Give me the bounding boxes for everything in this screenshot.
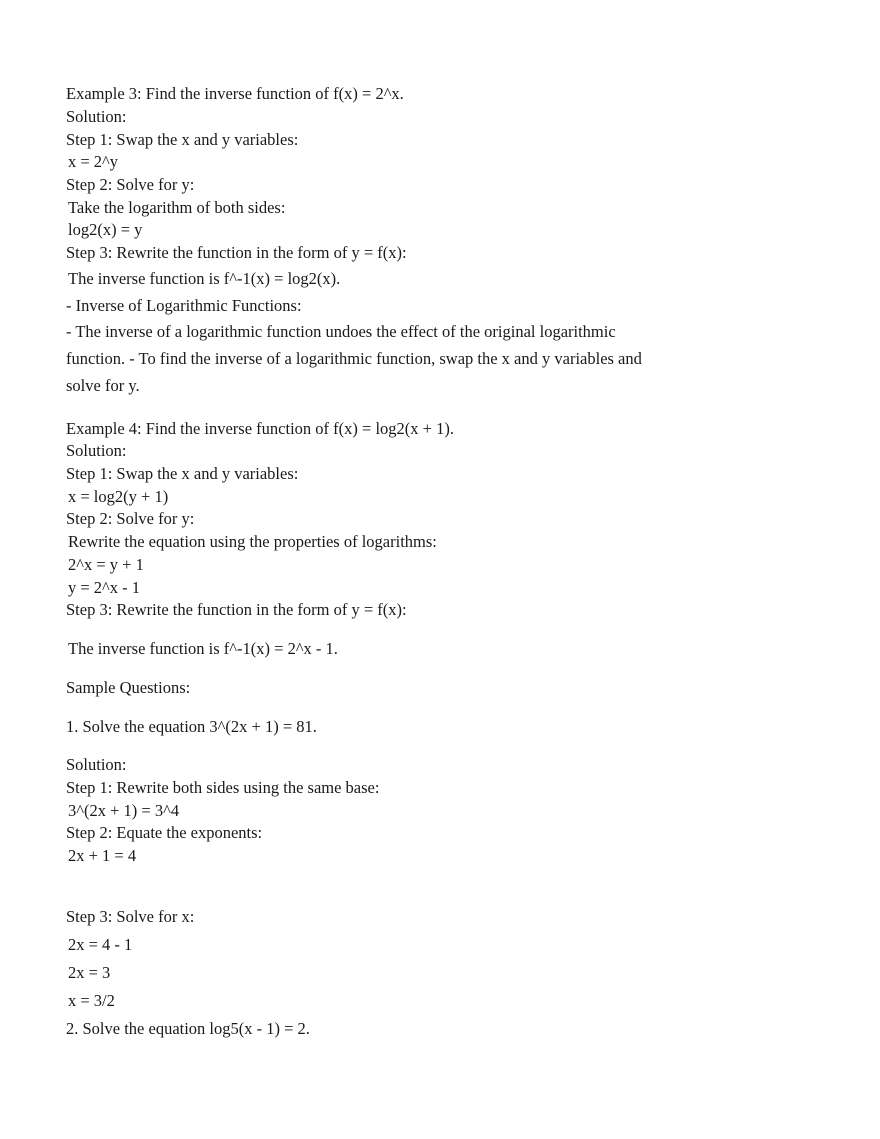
example-3-title: Example 3: Find the inverse function of f(x) = 2^x. xyxy=(66,84,404,103)
sample-question-1-step-2: Step 2: Equate the exponents: xyxy=(66,823,263,842)
sample-questions-heading: Sample Questions: xyxy=(66,678,191,697)
example-4-step-2-note: Rewrite the equation using the properties of logarithms: xyxy=(68,532,437,551)
example-3-step-2-note: Take the logarithm of both sides: xyxy=(68,198,286,217)
example-4-result: The inverse function is f^-1(x) = 2^x - 1. xyxy=(68,639,338,658)
example-3-step-2-equation: log2(x) = y xyxy=(68,220,143,239)
inverse-log-heading: - Inverse of Logarithmic Functions: xyxy=(66,296,302,315)
sample-question-1-step-1: Step 1: Rewrite both sides using the same base: xyxy=(66,778,380,797)
sample-question-1-step-3-equation-2: 2x = 3 xyxy=(68,963,111,982)
sample-question-1-step-3-equation-1: 2x = 4 - 1 xyxy=(68,935,133,954)
sample-question-1: 1. Solve the equation 3^(2x + 1) = 81. xyxy=(66,717,317,736)
example-3-step-2: Step 2: Solve for y: xyxy=(66,175,195,194)
sample-question-1-step-2-equation: 2x + 1 = 4 xyxy=(68,846,137,865)
inverse-log-paragraph-line-1: - The inverse of a logarithmic function undoes the effect of the original logarithmic xyxy=(66,322,616,341)
sample-question-1-step-1-equation: 3^(2x + 1) = 3^4 xyxy=(68,801,180,820)
example-3-solution-label: Solution: xyxy=(66,107,127,126)
example-3-step-1: Step 1: Swap the x and y variables: xyxy=(66,130,299,149)
sample-question-1-step-3: Step 3: Solve for x: xyxy=(66,907,195,926)
example-4-step-3: Step 3: Rewrite the function in the form of y = f(x): xyxy=(66,600,407,619)
sample-question-1-step-3-equation-3: x = 3/2 xyxy=(68,991,115,1010)
inverse-log-paragraph-line-3: solve for y. xyxy=(66,376,140,395)
example-4-step-2: Step 2: Solve for y: xyxy=(66,509,195,528)
example-4-solution-label: Solution: xyxy=(66,441,127,460)
example-4-title: Example 4: Find the inverse function of f(x) = log2(x + 1). xyxy=(66,419,454,438)
example-3-step-3: Step 3: Rewrite the function in the form of y = f(x): xyxy=(66,243,407,262)
example-4-step-1: Step 1: Swap the x and y variables: xyxy=(66,464,299,483)
example-3-result: The inverse function is f^-1(x) = log2(x). xyxy=(68,269,341,288)
example-4-step-2-equation-1: 2^x = y + 1 xyxy=(68,555,144,574)
sample-question-1-solution-label: Solution: xyxy=(66,755,127,774)
example-4-step-2-equation-2: y = 2^x - 1 xyxy=(68,578,141,597)
sample-question-2: 2. Solve the equation log5(x - 1) = 2. xyxy=(66,1019,310,1038)
inverse-log-paragraph-line-2: function. - To find the inverse of a logarithmic function, swap the x and y variables and xyxy=(66,349,642,368)
example-4-step-1-equation: x = log2(y + 1) xyxy=(68,487,169,506)
example-3-step-1-equation: x = 2^y xyxy=(68,152,119,171)
